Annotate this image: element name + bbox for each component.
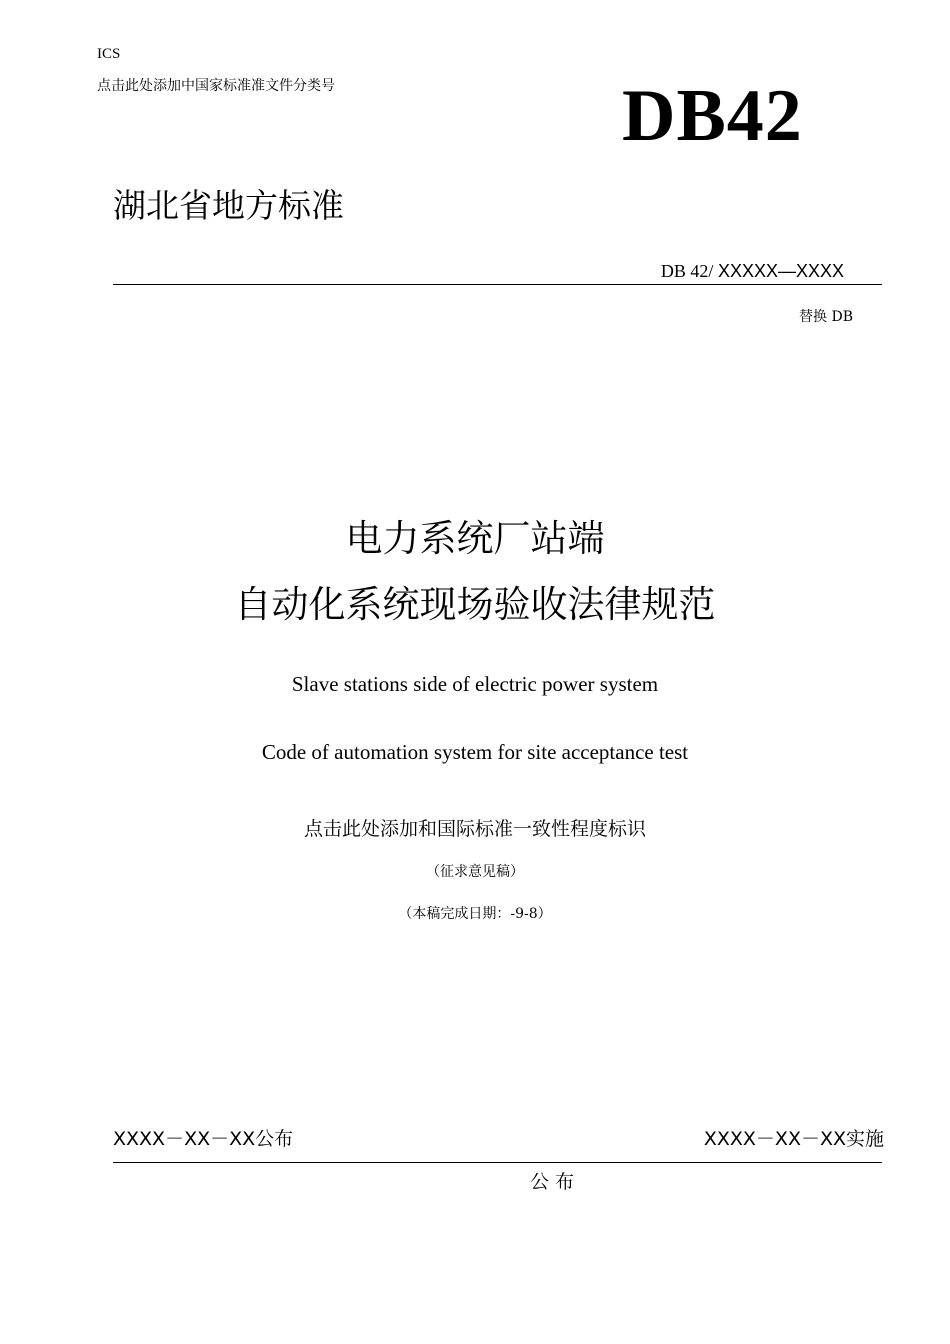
english-title-line-2: Code of automation system for site acceptance test (261, 740, 689, 764)
consistency-placeholder[interactable]: 点击此处添加和国际标准一致性程度标识 (303, 818, 646, 840)
standard-number-suffix: XXXXX—XXXX (717, 261, 844, 281)
effective-date: XXXX－XX－XX实施 (703, 1128, 884, 1150)
db-code: DB42 (622, 75, 803, 157)
bottom-divider (113, 1162, 882, 1163)
replaces-label: 替换 DB (799, 309, 853, 325)
issuer: 公布 (530, 1171, 581, 1193)
standard-number (661, 261, 844, 282)
top-divider (113, 284, 882, 285)
ics-label: ICS (97, 46, 121, 62)
draft-stage: （征求意见稿） (426, 864, 524, 880)
english-title-line-1: Slave stations side of electric power system (291, 672, 659, 696)
publish-date: XXXX－XX－XX公布 (113, 1128, 294, 1150)
draft-date: （本稿完成日期：-9-8） (398, 906, 552, 922)
standard-type: 湖北省地方标准 (113, 186, 344, 225)
classification-number-placeholder[interactable]: 点击此处添加中国家标准准文件分类号 (97, 78, 335, 94)
title-line-1: 电力系统厂站端 (345, 517, 605, 560)
title-line-2: 自动化系统现场验收法律规范 (234, 583, 716, 626)
standard-number-prefix: DB 42/ (660, 261, 718, 281)
